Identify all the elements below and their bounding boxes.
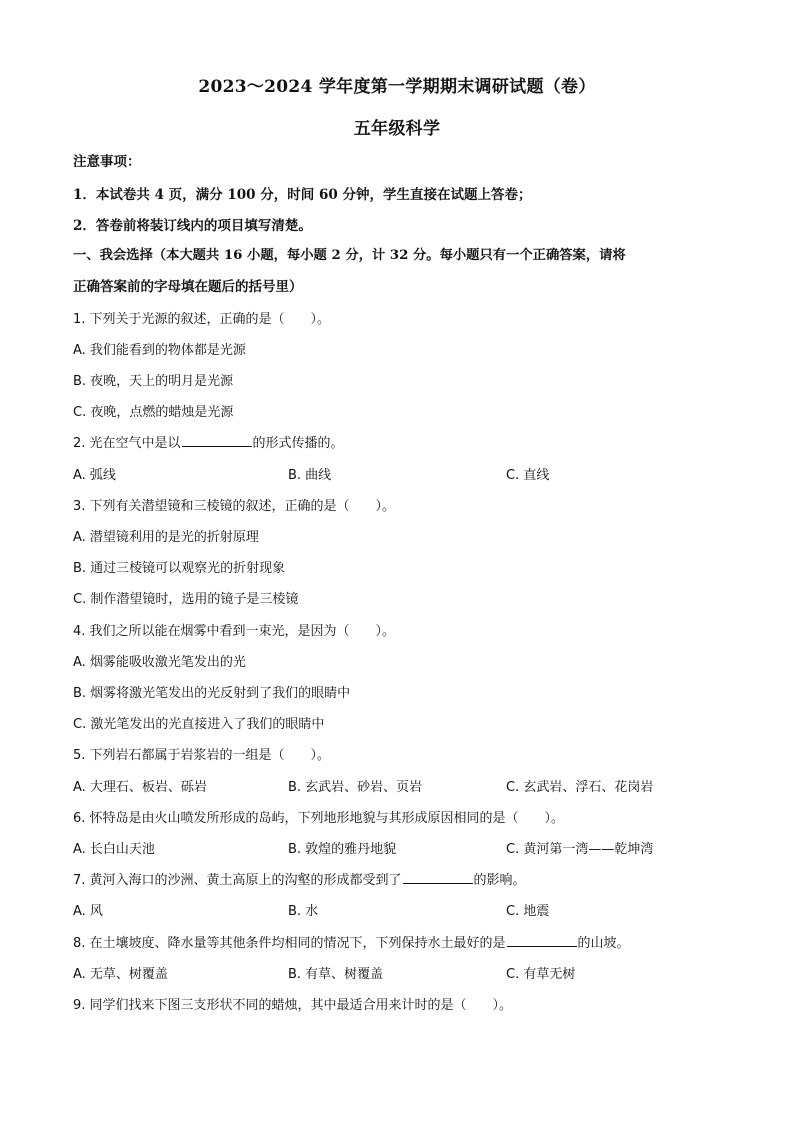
question-7-stem — [73, 869, 526, 888]
question-6-option-a: A. 长白山天池 — [73, 842, 155, 857]
question-5-option-c: C. 玄武岩、浮石、花岗岩 — [506, 780, 654, 795]
question-8-option-a: A. 无草、树覆盖 — [73, 967, 168, 982]
question-7-option-b: B. 水 — [288, 904, 319, 919]
question-7-stem-pre: 7. 黄河入海口的沙洲、黄土高原上的沟壑的形成都受到了 — [73, 873, 402, 888]
notes-item-2: 2．答卷前将装订线内的项目填写清楚。 — [73, 218, 312, 234]
notes-item-1: 1．本试卷共 4 页，满分 100 分，时间 60 分钟，学生直接在试题上答卷； — [73, 187, 532, 203]
question-1-option-a: A. 我们能看到的物体都是光源 — [73, 343, 246, 358]
question-8-option-c: C. 有草无树 — [506, 967, 576, 982]
question-6-option-b: B. 敦煌的雅丹地貌 — [288, 842, 397, 857]
question-4-option-c: C. 激光笔发出的光直接进入了我们的眼睛中 — [73, 717, 325, 732]
question-2-stem-post: 的形式传播的。 — [252, 436, 344, 451]
question-1-option-b: B. 夜晚，天上的明月是光源 — [73, 374, 234, 389]
question-5-stem: 5. 下列岩石都属于岩浆岩的一组是（ ）。 — [73, 748, 331, 763]
question-2-stem — [73, 432, 344, 451]
question-7-option-a: A. 风 — [73, 904, 103, 919]
answer-blank — [182, 434, 252, 447]
question-6-stem: 6. 怀特岛是由火山喷发所形成的岛屿，下列地形地貌与其形成原因相同的是（ ）。 — [73, 811, 565, 826]
answer-blank — [403, 871, 473, 884]
answer-blank — [507, 934, 577, 947]
question-4-option-a: A. 烟雾能吸收激光笔发出的光 — [73, 655, 246, 670]
question-2-stem-pre: 2. 光在空气中是以 — [73, 436, 181, 451]
question-1-stem: 1. 下列关于光源的叙述，正确的是（ ）。 — [73, 312, 331, 327]
question-7-stem-post: 的影响。 — [473, 873, 526, 888]
question-8-stem — [73, 932, 630, 951]
question-3-option-c: C. 制作潜望镜时，选用的镜子是三棱镜 — [73, 592, 299, 607]
exam-subtitle: 五年级科学 — [353, 119, 441, 139]
exam-title: 2023～2024 学年度第一学期期末调研试题（卷） — [198, 77, 596, 97]
question-8-option-b: B. 有草、树覆盖 — [288, 967, 384, 982]
question-6-option-c: C. 黄河第一湾——乾坤湾 — [506, 842, 654, 857]
section-1-instructions-line-2: 正确答案前的字母填在题后的括号里） — [73, 279, 303, 295]
question-3-option-a: A. 潜望镜利用的是光的折射原理 — [73, 530, 259, 545]
question-2-option-a: A. 弧线 — [73, 468, 116, 483]
question-5-option-a: A. 大理石、板岩、砾岩 — [73, 780, 207, 795]
question-1-option-c: C. 夜晚，点燃的蜡烛是光源 — [73, 405, 234, 420]
notes-heading: 注意事项： — [73, 154, 141, 170]
question-8-stem-post: 的山坡。 — [577, 936, 630, 951]
section-1-instructions-line-1: 一、我会选择（本大题共 16 小题，每小题 2 分，计 32 分。每小题只有一个正确答案，请将 — [73, 248, 626, 263]
question-8-stem-pre: 8. 在土壤坡度、降水量等其他条件均相同的情况下，下列保持水土最好的是 — [73, 936, 506, 951]
question-4-stem: 4. 我们之所以能在烟雾中看到一束光，是因为（ ）。 — [73, 624, 396, 639]
question-3-option-b: B. 通过三棱镜可以观察光的折射现象 — [73, 561, 286, 576]
question-5-option-b: B. 玄武岩、砂岩、页岩 — [288, 780, 423, 795]
question-3-stem: 3. 下列有关潜望镜和三棱镜的叙述，正确的是（ ）。 — [73, 499, 396, 514]
question-7-option-c: C. 地震 — [506, 904, 550, 919]
question-9-stem: 9. 同学们找来下图三支形状不同的蜡烛，其中最适合用来计时的是（ ）。 — [73, 998, 513, 1013]
question-2-option-b: B. 曲线 — [288, 468, 332, 483]
question-4-option-b: B. 烟雾将激光笔发出的光反射到了我们的眼睛中 — [73, 686, 351, 701]
question-2-option-c: C. 直线 — [506, 468, 550, 483]
